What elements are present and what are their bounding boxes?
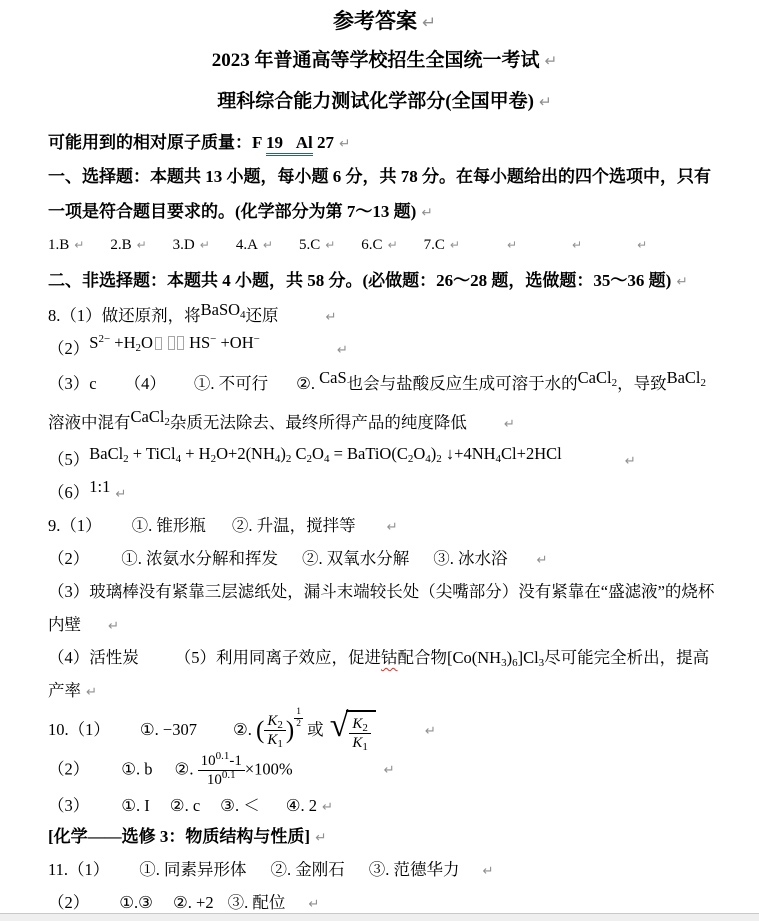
doc-subtitle-1-text: 2023 年普通高等学校招生全国统一考试 (211, 50, 540, 72)
formula-run: ]Cl (517, 647, 539, 667)
text-run: 还原 (245, 306, 279, 326)
fraction-denominator (349, 733, 371, 752)
fraction (294, 707, 303, 730)
subscript: 2 (306, 452, 313, 465)
fraction-denominator (264, 730, 286, 749)
text-run: ①. I (121, 795, 150, 815)
q8-answer-5 (48, 443, 721, 476)
spacing-gap (147, 248, 173, 249)
q8-answer-3 (48, 365, 721, 443)
formula-run: 6.C (361, 237, 383, 254)
spacing-gap (81, 629, 103, 630)
spacing-gap (467, 427, 499, 428)
spacing-gap (260, 810, 286, 811)
spacing-gap (102, 530, 132, 531)
formula-run: O (312, 443, 324, 463)
formula-run: + TiCl (128, 443, 176, 463)
paragraph-mark: ↵ (108, 618, 120, 634)
tofu-box (155, 337, 162, 350)
formula-run: 4.A (235, 237, 258, 254)
formula-run: Cl+2HCl (501, 443, 562, 463)
paragraph-mark: ↵ (544, 52, 558, 71)
spacing-gap (376, 734, 420, 735)
paragraph-mark: ↵ (624, 453, 636, 469)
subscript: 3 (501, 656, 507, 669)
text-run: ③. 冰水浴 (433, 548, 508, 568)
formula-run: CaCl (577, 368, 612, 388)
formula-run: O+2(NH (216, 443, 275, 463)
paragraph-mark: ↵ (449, 238, 460, 253)
text-run: ②. (174, 759, 198, 779)
text-run: [化学——选修 3：物质结构与性质] (48, 826, 311, 846)
text-run: ①. 不可行 (193, 374, 269, 394)
q8-answer-6 (48, 476, 721, 509)
formula-run: ) (506, 647, 513, 667)
subscript: 2 (407, 452, 414, 465)
spacing-gap (409, 563, 433, 564)
text-run: ②. c (169, 795, 201, 815)
text-run: （5） (48, 449, 90, 469)
text-run: ③. 配位 (227, 892, 286, 912)
spacing-gap (508, 563, 532, 564)
square-root-body (346, 710, 376, 752)
formula-run: [Co(NH (447, 647, 502, 667)
spacing-gap (517, 248, 567, 249)
spacing-gap (582, 248, 632, 249)
formula-run: K (267, 713, 278, 730)
spacing-gap (97, 388, 125, 389)
chem-formula (131, 407, 170, 427)
paragraph-mark: ↵ (506, 238, 518, 253)
formula-run: O (413, 443, 426, 463)
paragraph-mark: ↵ (199, 238, 210, 253)
formula-run: -1 (229, 752, 242, 769)
subscript: 6 (512, 656, 518, 669)
paragraph-mark: ↵ (262, 238, 273, 253)
q8-answer-2 (48, 332, 721, 365)
tofu-box (177, 336, 184, 350)
formula-run: 10 (200, 752, 216, 769)
subscript: 2 (285, 452, 292, 465)
q10-answer-3 (48, 789, 721, 822)
paragraph-mark: ↵ (336, 343, 348, 359)
radical-sign: √ (329, 706, 349, 744)
text-run: ④. 2 (285, 795, 318, 815)
spacing-gap (210, 248, 236, 249)
formula-run: ↓+4NH (441, 443, 496, 463)
spacing-gap (398, 248, 424, 249)
spacing-gap (89, 563, 121, 564)
q10-answer-1 (48, 707, 721, 752)
paragraph-mark: ↵ (339, 135, 351, 152)
paragraph-mark: ↵ (315, 829, 327, 846)
square-root (329, 706, 376, 753)
spacing-gap (139, 662, 175, 663)
text-run: 尽可能完全析出，提高产率 (48, 647, 710, 700)
subscript: 2 (611, 377, 618, 390)
formula-run: K (267, 732, 278, 749)
paragraph-mark: ↵ (482, 863, 494, 879)
chem-formula (667, 368, 706, 388)
text-run: 11.（1） (48, 859, 110, 879)
exponent-fraction (294, 706, 303, 729)
text-run: （3）玻璃棒没有紧靠三层滤纸处，漏斗末端较长处（尖嘴部分）没有紧靠在“盛滤液”的烧杯内壁 (48, 581, 715, 634)
q11-answer-1 (48, 853, 721, 886)
text-run: ②. (232, 719, 257, 739)
formula-run: ×100% (244, 759, 293, 779)
text-run: ②. 升温，搅拌等 (231, 515, 356, 535)
formula-run: BaCl (666, 368, 701, 388)
doc-subtitle-2-text: 理科综合能力测试化学部分(全国甲卷) (217, 90, 534, 112)
formula-run: ) (285, 716, 295, 744)
formula-run: K (352, 715, 363, 732)
text-run: （6） (48, 482, 90, 502)
spacing-gap (273, 248, 299, 249)
spacing-gap (89, 773, 121, 774)
paragraph-mark: ↵ (503, 417, 515, 433)
spacing-gap (460, 248, 502, 249)
text-run: （4）活性炭 (48, 647, 139, 667)
fraction-numerator: 1 (296, 706, 301, 717)
q9-answer-2 (48, 542, 721, 575)
subscript: 2 (362, 721, 368, 734)
text-run: ①.③ (119, 892, 153, 912)
spell-flagged-text: 钴 (381, 647, 398, 667)
subscript: 2 (164, 416, 170, 429)
missing-glyph-boxes (153, 333, 185, 352)
subscript: 3 (538, 656, 545, 669)
q9-answer-4-5 (48, 641, 721, 707)
formula-run: K (352, 734, 363, 751)
superscript: − (210, 333, 217, 346)
spacing-gap (247, 874, 271, 875)
paragraph-mark: ↵ (538, 92, 552, 111)
formula-run: CaS (319, 368, 347, 388)
doc-subtitle-2 (48, 88, 721, 116)
formula-run: O (141, 333, 153, 353)
text-run: （5）利用同离子效应，促进 (174, 647, 381, 667)
formula-run: 10 (206, 771, 222, 788)
spacing-gap (197, 734, 233, 735)
subscript: 2 (700, 377, 706, 390)
superscript: 2− (98, 333, 111, 346)
doc-subtitle-1 (48, 47, 721, 75)
text-run: 8.（1）做还原剂，将 (48, 306, 201, 326)
formula-run: 1:1 (89, 476, 111, 496)
formula-run: C (291, 443, 307, 463)
formula-run: S (89, 333, 99, 353)
formula-run: + H (181, 443, 211, 463)
formula-run: 27 (312, 132, 335, 152)
subscript: 4 (240, 309, 246, 322)
spacing-gap (279, 320, 321, 321)
text-run: ②. +2 (172, 892, 214, 912)
text-run: ②. (296, 374, 320, 394)
fraction-denominator (198, 770, 245, 789)
spacing-gap (110, 734, 140, 735)
subscript: 4 (274, 452, 281, 465)
paragraph-mark: ↵ (308, 896, 320, 912)
formula-run: 7.C (423, 237, 445, 254)
spacing-gap (214, 907, 228, 908)
subscript: 2 (436, 452, 442, 465)
tofu-box (168, 336, 175, 350)
fraction-numerator (349, 715, 371, 733)
fraction-denominator: 2 (296, 718, 301, 729)
text-run: 二、非选择题：本题共 4 小题，共 58 分。(必做题：26～28 题，选做题：35～36 题) (48, 270, 672, 290)
page-bottom-strip (0, 913, 759, 921)
text-run: ①. 浓氨水分解和挥发 (121, 548, 278, 568)
formula-run: BaCl (89, 443, 124, 463)
paragraph-mark: ↵ (637, 238, 648, 253)
paragraph-mark: ↵ (383, 763, 395, 779)
answers-line (48, 231, 721, 260)
text-run: （4） (124, 374, 166, 394)
paragraph-mark: ↵ (325, 310, 337, 326)
text-run: （3） (48, 795, 90, 815)
text-run: 杂质无法除去、最终所得产品的纯度降低 (169, 413, 467, 433)
subscript: 2 (135, 342, 142, 355)
spacing-gap (562, 464, 620, 465)
paragraph-mark: ↵ (536, 552, 548, 568)
formula-run: −307 (162, 719, 197, 739)
fraction-numerator (264, 712, 286, 730)
paragraph-mark: ↵ (676, 273, 688, 290)
formula-run: ) (280, 443, 286, 463)
fraction (349, 715, 371, 752)
formula-run: HS (184, 333, 211, 353)
grammar-flagged-text: 19 Al (266, 133, 313, 156)
spacing-gap (84, 248, 110, 249)
text-run: ①. 锥形瓶 (131, 515, 206, 535)
text-run: ②. 金刚石 (270, 859, 345, 879)
chem-formula (89, 477, 110, 497)
text-run: ②. 双氧水分解 (302, 548, 410, 568)
text-run: 10.（1） (48, 719, 110, 739)
spacing-gap (166, 388, 194, 389)
doc-title (48, 6, 721, 36)
spacing-gap (278, 563, 302, 564)
q10-answer-2 (48, 749, 721, 789)
text-run: ，导致 (617, 374, 667, 394)
text-run: 配合物 (397, 647, 447, 667)
formula-run: ) (430, 443, 437, 463)
subscript: 4 (175, 452, 182, 465)
spacing-gap (335, 248, 361, 249)
chem-formula (201, 300, 246, 320)
text-run: ①. 同素异形体 (139, 859, 247, 879)
subscript: 2 (210, 452, 217, 465)
formula-run: +OH (216, 333, 254, 353)
spacing-gap (293, 773, 379, 774)
spacing-gap (356, 530, 382, 531)
subscript: 1 (362, 740, 368, 753)
spacing-gap (268, 388, 296, 389)
spacing-gap (153, 907, 173, 908)
text-run: （2） (48, 892, 90, 912)
text-run: （2） (48, 339, 90, 359)
paragraph-mark: ↵ (136, 238, 147, 253)
text-run: （3）c (48, 374, 97, 394)
chem-formula (578, 368, 617, 388)
text-run: ①. (139, 719, 163, 739)
section3-header (48, 822, 721, 853)
section1-header (48, 159, 721, 230)
subscript: 4 (425, 452, 431, 465)
spacing-gap (285, 907, 303, 908)
text-run: ①. b (121, 759, 153, 779)
spacing-gap (206, 530, 232, 531)
paragraph-mark: ↵ (386, 519, 398, 535)
subscript: 2 (123, 452, 129, 465)
spacing-gap (345, 874, 369, 875)
text-run: 或 (302, 719, 328, 739)
formula-run: F (252, 132, 267, 152)
spacing-gap (260, 353, 332, 354)
superscript: 0.1 (221, 768, 236, 781)
text-run: 9.（1） (48, 515, 102, 535)
text-run: ③. 范德华力 (368, 859, 460, 879)
chem-formula (89, 444, 561, 464)
formula-run: +H (110, 333, 136, 353)
fraction (198, 749, 245, 789)
text-run: 可能用到的相对原子质量： (48, 132, 252, 152)
spacing-gap (460, 874, 478, 875)
formula-run: ( (256, 716, 265, 744)
paragraph-mark: ↵ (424, 723, 436, 739)
paragraph-mark: ↵ (421, 205, 433, 222)
text-run: （2） (48, 548, 90, 568)
text-run: 一、选择题：本题共 13 小题，每小题 6 分，共 78 分。在每小题给出的四个选项中，只有一项是符合题目要求的。(化学部分为第 7～13 题) (48, 166, 711, 222)
text-run: 也会与盐酸反应生成可溶于水的 (346, 374, 578, 394)
paragraph-mark: ↵ (387, 238, 398, 253)
superscript: 0.1 (215, 749, 230, 762)
spacing-gap (89, 810, 121, 811)
document-body (48, 129, 721, 919)
paragraph-mark: ↵ (325, 238, 336, 253)
paragraph-mark: ↵ (115, 486, 127, 502)
spacing-gap (200, 810, 220, 811)
paragraph-mark: ↵ (322, 799, 334, 815)
paragraph-mark: ↵ (572, 238, 583, 253)
spacing-gap (153, 773, 175, 774)
formula-run: = BaTiO(C (329, 443, 408, 463)
formula-run: CaCl (130, 407, 165, 427)
paragraph-mark: ↵ (421, 12, 437, 32)
formula-run: 2.B (110, 237, 132, 254)
q9-answer-3 (48, 575, 721, 641)
chem-formula (319, 368, 347, 388)
spacing-gap (89, 907, 119, 908)
chem-formula (89, 333, 260, 353)
formula-run: 1.B (48, 237, 70, 254)
fraction (264, 712, 286, 749)
paragraph-mark: ↵ (86, 684, 98, 700)
q8-answer-1 (48, 299, 721, 332)
formula-run: BaSO (200, 300, 241, 320)
fraction-numerator (198, 749, 245, 770)
formula-run: 5.C (298, 237, 321, 254)
atomic-mass-line (48, 129, 721, 156)
formula-run: 3.D (172, 237, 195, 254)
section2-header (48, 263, 721, 299)
q9-answer-1 (48, 509, 721, 542)
text-run: （2） (48, 759, 90, 779)
paragraph-mark: ↵ (74, 238, 85, 253)
subscript: 4 (495, 452, 502, 465)
subscript: 1 (277, 738, 283, 751)
spacing-gap (150, 810, 170, 811)
superscript: − (253, 333, 260, 346)
spacing-gap (109, 874, 139, 875)
subscript: 2 (277, 719, 283, 732)
text-run: 溶液中混有 (48, 413, 131, 433)
subscript: 4 (323, 452, 330, 465)
doc-title-text: 参考答案 (332, 9, 417, 33)
text-run: ③. ＜ (220, 795, 260, 815)
